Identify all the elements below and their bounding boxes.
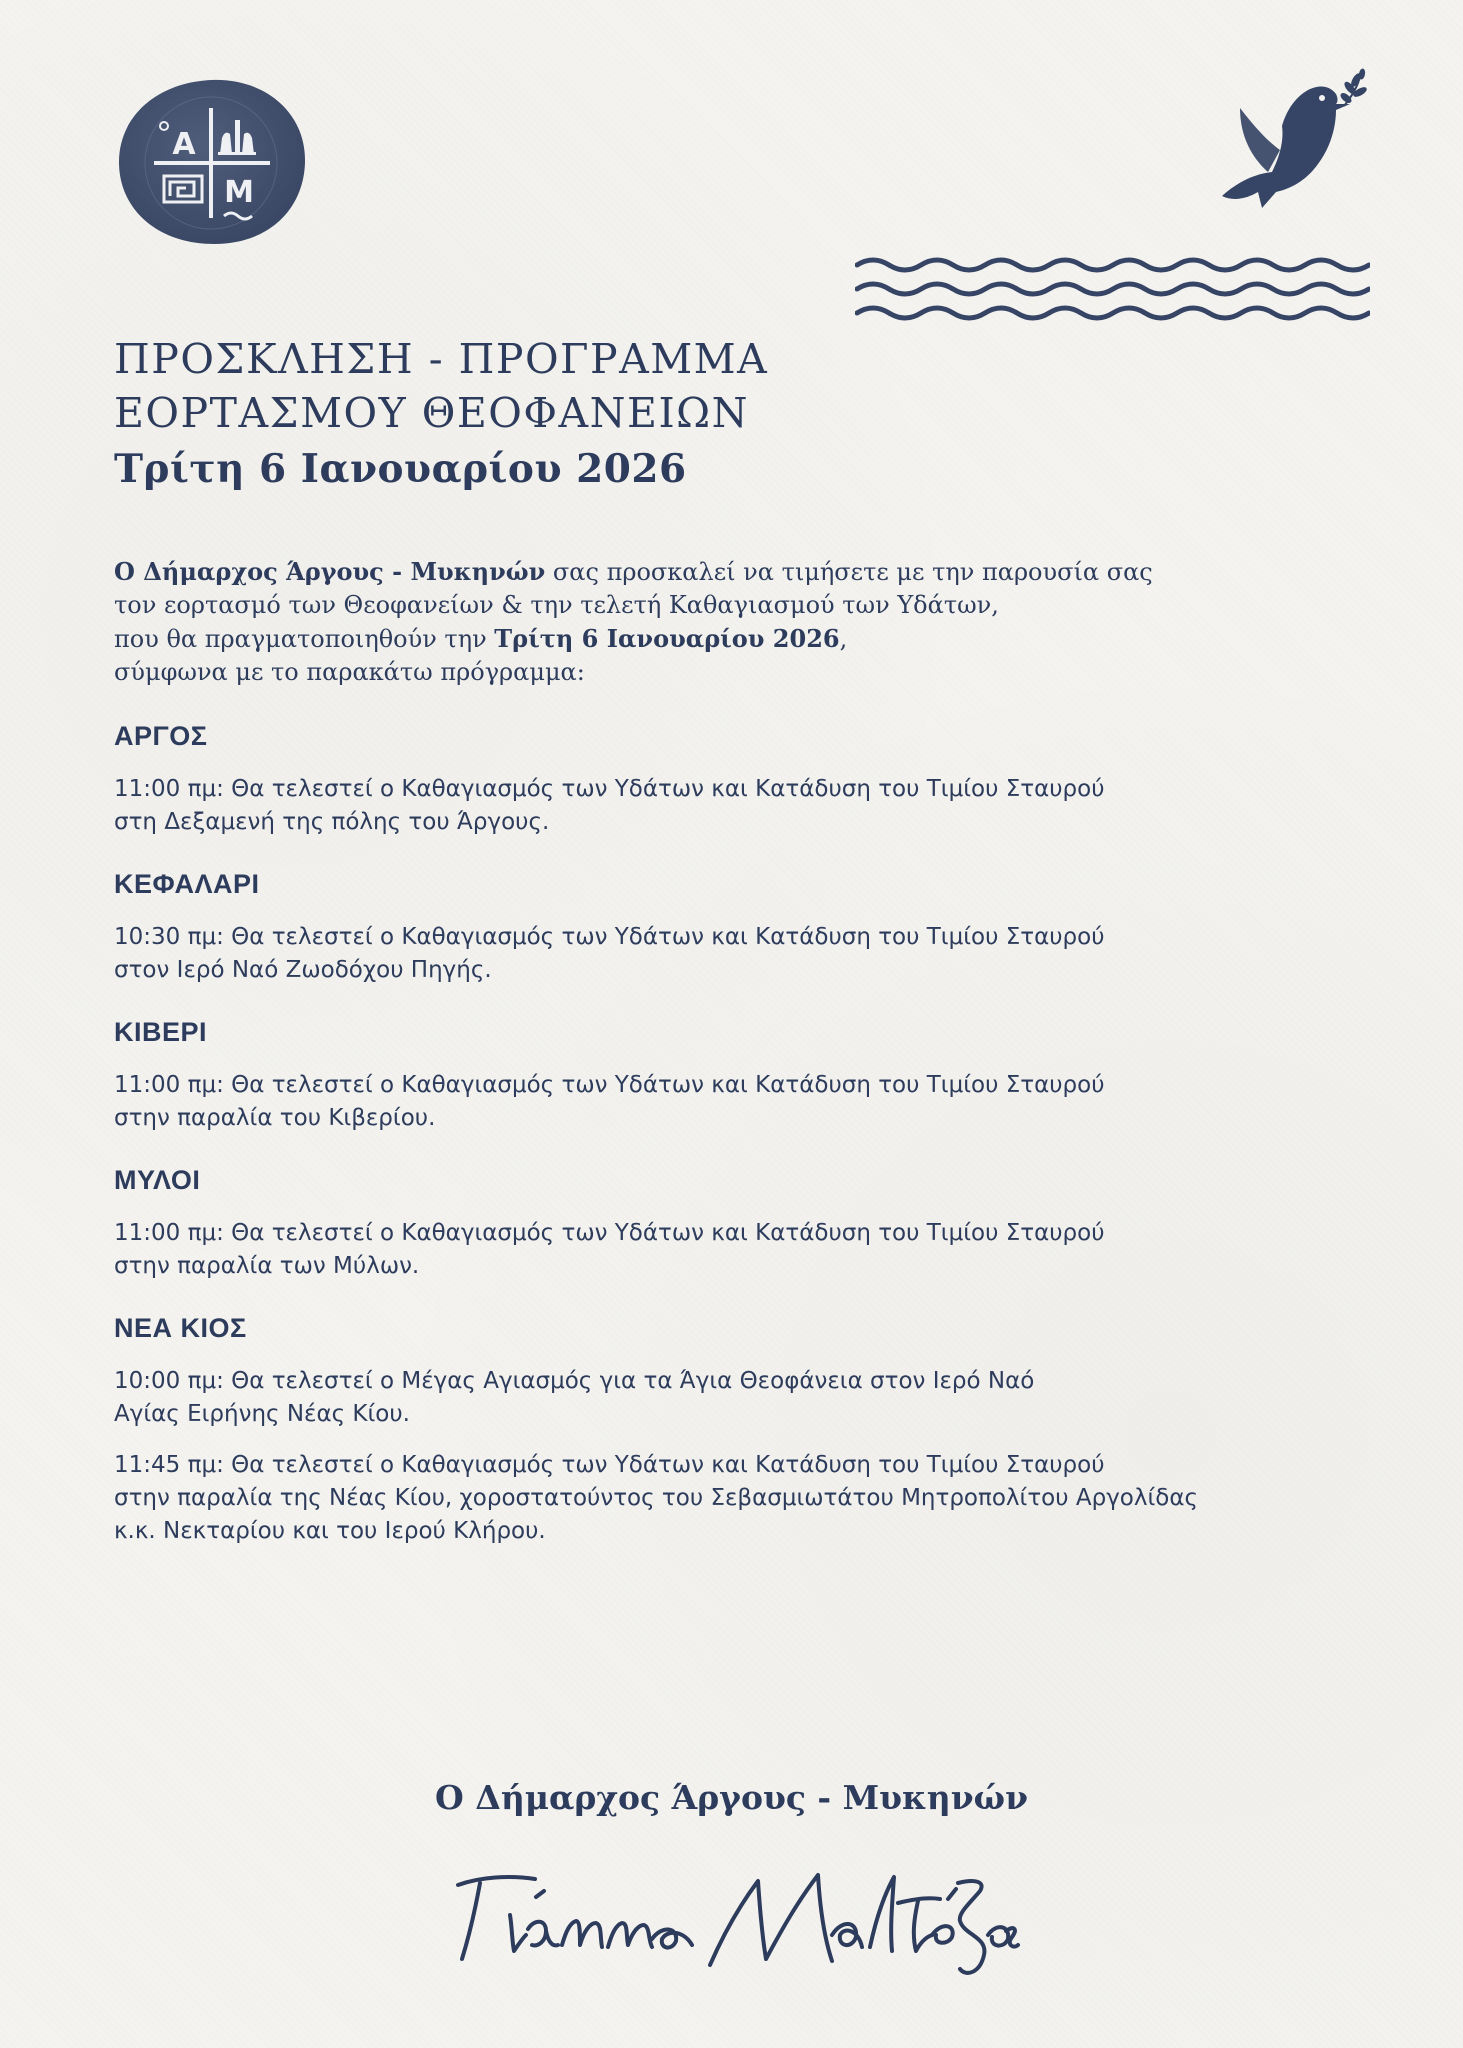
dove-icon (1210, 68, 1370, 228)
signer-title: Ο Δήμαρχος Άργους - Μυκηνών (434, 1778, 1028, 1817)
intro-date: Τρίτη 6 Ιανουαρίου 2026 (494, 624, 840, 653)
intro-mayor: Ο Δήμαρχος Άργους - Μυκηνών (114, 557, 546, 586)
section-title: ΝΕΑ ΚΙΟΣ (114, 1313, 247, 1343)
event-item (114, 921, 1354, 987)
section-title: ΚΕΦΑΛΑΡΙ (114, 869, 260, 899)
section-kiveri (114, 1015, 1354, 1135)
event-line: Αγίας Ειρήνης Νέας Κίου. (114, 1401, 410, 1427)
event-item (114, 1365, 1354, 1431)
title-date: Τρίτη 6 Ιανουαρίου 2026 (114, 446, 687, 492)
section-title: ΚΙΒΕΡΙ (114, 1017, 208, 1047)
event-item (114, 1217, 1354, 1283)
event-item (114, 1449, 1354, 1548)
logo-letter-a: Α (172, 127, 196, 162)
event-line: στην παραλία των Μύλων. (114, 1253, 420, 1279)
section-argos (114, 719, 1354, 839)
intro-line-4: σύμφωνα με το παρακάτω πρόγραμμα: (114, 658, 585, 686)
event-line: 11:45 πμ: Θα τελεστεί ο Καθαγιασμός των Υδάτων και Κατάδυση του Τιμίου Σταυρού (114, 1452, 1105, 1478)
event-line: στη Δεξαμενή της πόλης του Άργους. (114, 809, 550, 835)
olive-branch-icon (1339, 69, 1367, 106)
intro-paragraph (114, 555, 1354, 689)
section-kefalari (114, 867, 1354, 987)
intro-line-3-post: , (839, 625, 848, 653)
section-myloi (114, 1163, 1354, 1283)
signature-text: Γιάννης Μαλτέζος (730, 1983, 740, 1984)
event-line: 10:30 πμ: Θα τελεστεί ο Καθαγιασμός των Υδάτων και Κατάδυση του Τιμίου Σταυρού (114, 924, 1105, 950)
intro-line-3-pre: που θα πραγματοποιηθούν την (114, 625, 495, 653)
event-item (114, 773, 1354, 839)
section-title: ΑΡΓΟΣ (114, 721, 208, 751)
event-line: 11:00 πμ: Θα τελεστεί ο Καθαγιασμός των Υδάτων και Κατάδυση του Τιμίου Σταυρού (114, 1072, 1105, 1098)
intro-line-1-rest: σας προσκαλεί να τιμήσετε με την παρουσία σας (545, 558, 1153, 586)
intro-line-2: τον εορτασμό των Θεοφανείων & την τελετή Καθαγιασμού των Υδάτων, (114, 591, 999, 619)
title-line-2: ΕΟΡΤΑΣΜΟΥ ΘΕΟΦΑΝΕΙΩΝ (114, 389, 750, 437)
event-item (114, 1069, 1354, 1135)
section-title: ΜΥΛΟΙ (114, 1165, 201, 1195)
event-line: στην παραλία του Κιβερίου. (114, 1105, 436, 1131)
handwritten-signature (440, 1855, 1020, 1985)
event-line: στην παραλία της Νέας Κίου, χοροστατούντος του Σεβασμιωτάτου Μητροπολίτου Αργολίδας (114, 1485, 1198, 1511)
municipality-logo (114, 76, 310, 248)
event-line: 11:00 πμ: Θα τελεστεί ο Καθαγιασμός των Υδάτων και Κατάδυση του Τιμίου Σταυρού (114, 1220, 1105, 1246)
waves-decoration (855, 255, 1370, 333)
title-block (114, 332, 1014, 498)
title-line-1: ΠΡΟΣΚΛΗΣΗ - ΠΡΟΓΡΑΜΜΑ (114, 335, 769, 383)
event-line: 11:00 πμ: Θα τελεστεί ο Καθαγιασμός των Υδάτων και Κατάδυση του Τιμίου Σταυρού (114, 776, 1105, 802)
event-line: 10:00 πμ: Θα τελεστεί ο Μέγας Αγιασμός για τα Άγια Θεοφάνεια στον Ιερό Ναό (114, 1368, 1035, 1394)
section-nea-kios (114, 1311, 1354, 1548)
event-line: κ.κ. Νεκταρίου και του Ιερού Κλήρου. (114, 1518, 546, 1544)
program-content (114, 555, 1354, 1576)
event-line: στον Ιερό Ναό Ζωοδόχου Πηγής. (114, 957, 492, 983)
logo-letter-m: Μ (224, 175, 254, 210)
